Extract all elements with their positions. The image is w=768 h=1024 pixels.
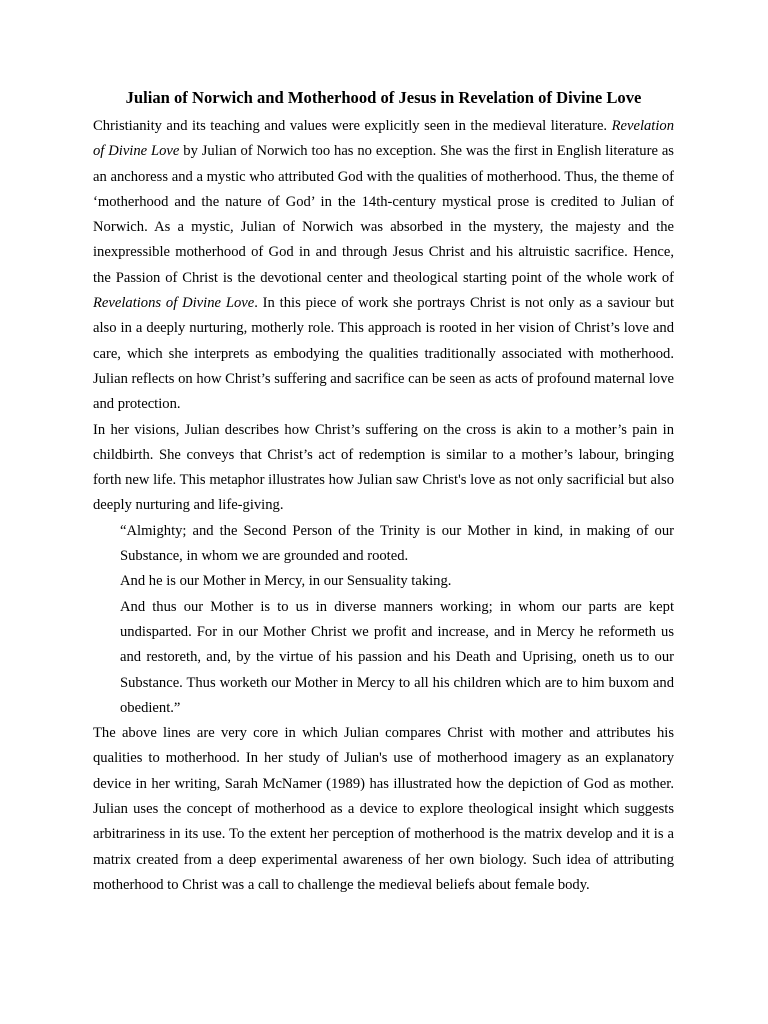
italic-work-title: Revelation of Divine Love	[93, 118, 674, 160]
paragraph-intro	[93, 114, 674, 418]
document-title: Julian of Norwich and Motherhood of Jesus in Revelation of Divine Love	[125, 88, 642, 107]
paragraph-intro-text-a: Christianity and its teaching and values were explicitly seen in the medieval literature.	[93, 118, 612, 134]
block-quote-line-2: And he is our Mother in Mercy, in our Sensuality taking.	[120, 573, 452, 590]
paragraph-intro-text-e: . In this piece of work she portrays Christ is not only as a saviour but also in a deeply nurturing, motherly role. This approach is rooted in her vision of Christ’s love and care, which she interprets as embodying the qualities traditionally associated with motherhood. Julian reflects on how Christ’s suffering and sacrifice can be seen as acts of profound maternal love and protection.	[93, 295, 675, 413]
paragraph-analysis: The above lines are very core in which Julian compares Christ with mother and attributes his qualities to motherhood. In her study of Julian's use of motherhood imagery as an explanatory device in her writing, Sarah McNamer (1989) has illustrated how the depiction of God as mother. Julian uses the concept of motherhood as a device to explore theological insight which suggests arbitrariness in its use. To the extent her perception of motherhood is the matrix develop and it is a matrix created from a deep experimental awareness of her own biology. Such idea of attributing motherhood to Christ was a call to challenge the medieval beliefs about female body.	[93, 725, 674, 893]
italic-work-title-plural: Revelations of Divine Love	[93, 295, 255, 312]
block-quote-line-1: “Almighty; and the Second Person of the Trinity is our Mother in kind, in making of our Substance, in whom we are grounded and rooted.	[120, 522, 674, 565]
paragraph-visions: In her visions, Julian describes how Christ’s suffering on the cross is akin to a mother’s pain in childbirth. She conveys that Christ’s act of redemption is similar to a mother’s labour, bringing forth new life. This metaphor illustrates how Julian saw Christ's love as not only sacrificial but also deeply nurturing and life-giving.	[93, 421, 674, 514]
block-quote-line-3: And thus our Mother is to us in diverse manners working; in whom our parts are kept undisparted. For in our Mother Christ we profit and increase, and in Mercy he reformeth us and restoreth, and, by the virtue of his passion and his Death and Uprising, oneth us to our Substance. Thus worketh our Mother in Mercy to all his children which are to him buxom and obedient.”	[120, 598, 674, 716]
paragraph-intro-text-c: by Julian of Norwich too has no exception. She was the first in English literature as an anchoress and a mystic who attributed God with the qualities of motherhood. Thus, the theme of ‘motherhood and the nature of God’ in the 14th-century mystical prose is credited to Julian of Norwich. As a mystic, Julian of Norwich was absorbed in the mystery, the majesty and the inexpressible motherhood of God in and through Jesus Christ and his altruistic sacrifice. Hence, the Passion of Christ is the devotional center and theological starting point of the whole work of	[93, 143, 674, 286]
document-body	[93, 114, 674, 898]
